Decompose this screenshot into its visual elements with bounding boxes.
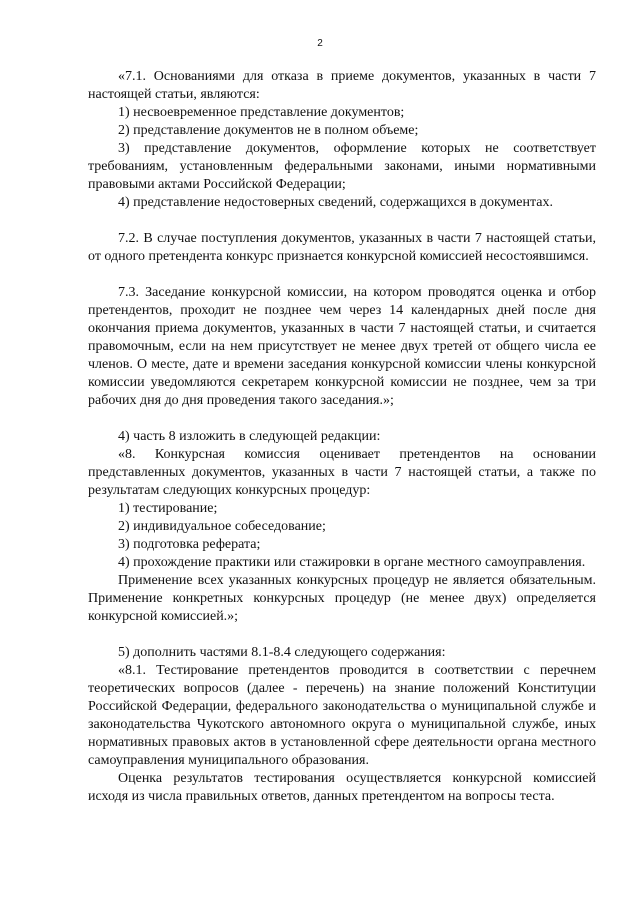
list-item: 2) индивидуальное собеседование; [118, 519, 326, 534]
page-number: 2 [317, 38, 323, 49]
paragraph: 4) часть 8 изложить в следующей редакции: [118, 429, 381, 444]
document-body [88, 68, 596, 806]
paragraph: «8. Конкурсная комиссия оценивает претендентов на основании представленных документов, указанных в части 7 настоящей статьи, а также по результатам следующих конкурсных процедур: [88, 447, 596, 498]
paragraph: «8.1. Тестирование претендентов проводится в соответствии с перечнем теоретических вопросов (далее - перечень) на знание положений Конституции Российской Федерации, федерального законодательства о муниципальной службе и законодательства Чукотского автономного округа о муниципальной службе, иных нормативных правовых актов в установленной сфере деятельности органа местного самоуправления муниципального образования. [88, 663, 596, 768]
list-item: 4) представление недостоверных сведений, содержащихся в документах. [118, 195, 553, 210]
list-item: 4) прохождение практики или стажировки в органе местного самоуправления. [118, 555, 586, 570]
paragraph: Оценка результатов тестирования осуществляется конкурсной комиссией исходя из числа правильных ответов, данных претендентом на вопросы теста. [88, 771, 596, 804]
paragraph: 7.3. Заседание конкурсной комиссии, на котором проводятся оценка и отбор претендентов, проходит не позднее чем через 14 календарных дней после дня окончания приема документов, указанных в части 7 настоящей статьи, и считается правомочным, если на нем присутствует не менее двух третей от общего числа ее членов. О месте, дате и времени заседания конкурсной комиссии члены конкурсной комиссии уведомляются секретарем конкурсной комиссии не позднее, чем за три рабочих дня до дня проведения такого заседания.»; [88, 285, 596, 408]
paragraph: 7.2. В случае поступления документов, указанных в части 7 настоящей статьи, от одного претендента конкурс признается конкурсной комиссией несостоявшимся. [88, 231, 596, 264]
list-item: 1) несвоевременное представление документов; [118, 105, 405, 120]
list-item: 1) тестирование; [118, 501, 218, 516]
paragraph: «7.1. Основаниями для отказа в приеме документов, указанных в части 7 настоящей статьи, являются: [88, 69, 596, 102]
paragraph: 5) дополнить частями 8.1-8.4 следующего содержания: [118, 645, 446, 660]
list-item: 3) подготовка реферата; [118, 537, 261, 552]
list-item: 2) представление документов не в полном объеме; [118, 123, 419, 138]
paragraph: Применение всех указанных конкурсных процедур не является обязательным. Применение конкретных конкурсных процедур (не менее двух) определяется конкурсной комиссией.»; [88, 573, 596, 624]
list-item: 3) представление документов, оформление которых не соответствует требованиям, установленным федеральными законами, иными нормативными правовыми актами Российской Федерации; [88, 141, 596, 192]
